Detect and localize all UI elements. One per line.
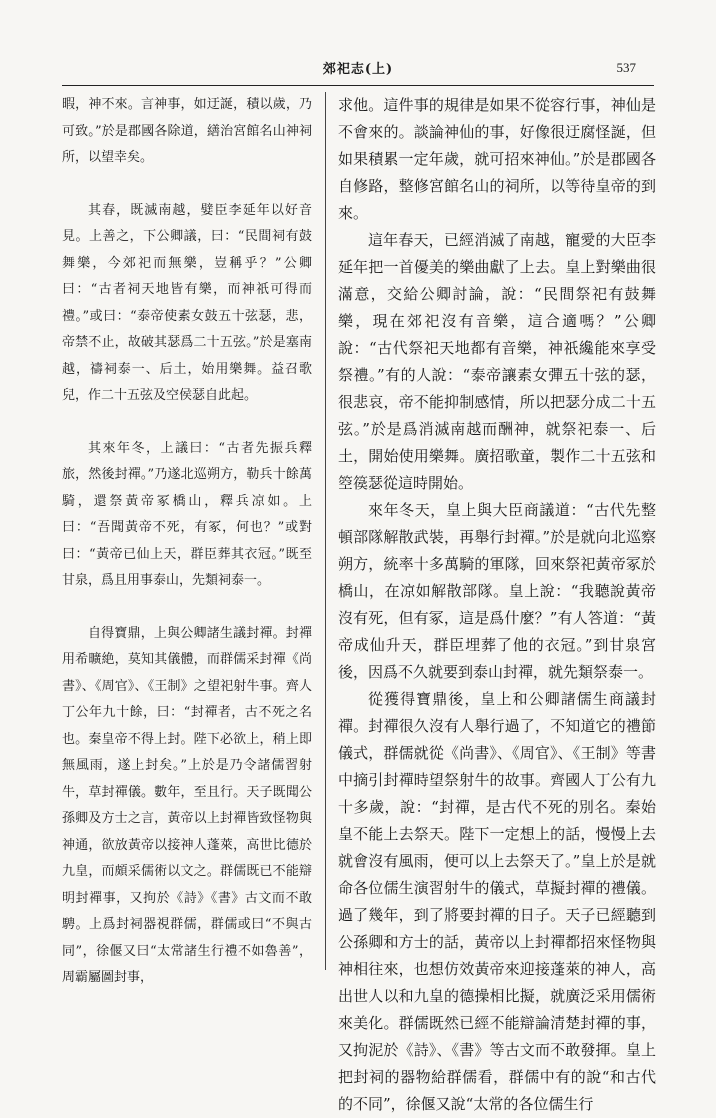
column-divider — [325, 92, 326, 970]
running-title: 郊祀志(上) — [322, 62, 394, 77]
paragraph: 自得寶鼎，上與公卿諸生議封禪。封禪用希曠絶，莫知其儀體，而群儒采封禪《尚書》、《周官》、《王制》之望祀射牛事。齊人丁公年九十餘，曰：“封禪者，古不死之名也。秦皇帝不得上封。陛下必欲上，稍上即無風雨，遂上封矣。”上於是乃令諸儒習射牛，草封禪儀。數年，至且行。天子既聞公孫卿及方士之言，黃帝以上封禪皆致怪物與神通，欲放黃帝以接神人蓬萊，高世比德於九皇，而頗采儒術以文之。群儒既已不能辯明封禪事，又拘於《詩》《書》古文而不敢騁。上爲封祠器視群儒，群儒或曰“不與古同”，徐偃又曰“太常諸生行禮不如魯善”，周霸屬圖封事， — [62, 625, 312, 985]
paragraph: 來年冬天，皇上與大臣商議道：“古代先整頓部隊解散武裝，再舉行封禪。”於是就向北巡察朔方，統率十多萬騎的軍隊，回來祭祀黃帝冢於橋山，在凉如解散部隊。皇上說：“我聽說黃帝沒有死，但有冢，這是爲什麼？”有人答道：“黃帝成仙升天，群臣埋葬了他的衣冠。”到甘泉宮後，因爲不久就要到泰山封禪，就先類祭泰一。 — [338, 501, 656, 681]
header-rule — [62, 85, 654, 86]
paragraph: 求他。這件事的規律是如果不從容行事，神仙是不會來的。談論神仙的事，好像很迂腐怪誕，但如果積累一定年歲，就可招來神仙。”於是郡國各自修路，整修宮館名山的祠所，以等待皇帝的到來。 — [338, 96, 656, 222]
translation-column — [338, 92, 656, 1113]
page-number: 537 — [616, 60, 636, 75]
paragraph: 暇，神不來。言神事，如迂誕，積以歲，乃可致。”於是郡國各除道，繕治宮館名山神祠所，以望幸矣。 — [62, 97, 312, 165]
paragraph: 其來年冬，上議曰：“古者先振兵釋旅，然後封禪。”乃遂北巡朔方，勒兵十餘萬騎，還祭黃帝冢橋山，釋兵凉如。上曰：“吾聞黃帝不死，有冢，何也？”或對曰：“黃帝已仙上天，群臣葬其衣冠。”既至甘泉，爲且用事泰山，先類祠泰一。 — [62, 440, 312, 588]
paragraph: 其春，既滅南越，嬖臣李延年以好音見。上善之，下公卿議，曰：“民間祠有鼓舞樂，今郊祀而無樂，豈稱乎？”公卿曰：“古者祠天地皆有樂，而神祇可得而禮。”或曰：“泰帝使素女鼓五十弦瑟，悲，帝禁不止，故破其瑟爲二十五弦。”於是塞南越，禱祠泰一、后土，始用樂舞。益召歌兒，作二十五弦及空侯瑟自此起。 — [62, 202, 312, 403]
classical-text-column — [62, 92, 312, 990]
paragraph: 這年春天，已經消滅了南越，寵愛的大臣李延年把一首優美的樂曲獻了上去。皇上對樂曲很滿意，交給公卿討論，說：“民間祭祀有鼓舞樂，現在郊祀沒有音樂，這合適嗎？”公卿說：“古代祭祀天地都有音樂，神祇纔能來享受祭禮。”有的人說：“泰帝讓素女彈五十弦的瑟，很悲哀，帝不能抑制感情，所以把瑟分成二十五弦。”於是爲消滅南越而酬神，就祭祀泰一、后土，開始使用樂舞。廣招歌童，製作二十五弦和箜篌瑟從這時開始。 — [338, 231, 656, 492]
paragraph: 從獲得寶鼎後，皇上和公卿諸儒生商議封禪。封禪很久沒有人舉行過了，不知道它的禮節儀式，群儒就從《尚書》、《周官》、《王制》等書中摘引封禪時望祭射牛的故事。齊國人丁公有九十多歲，說：“封禪，是古代不死的別名。秦始皇不能上去祭天。陛下一定想上的話，慢慢上去就會沒有風雨，便可以上去祭天了。”皇上於是就命各位儒生演習射牛的儀式，草擬封禪的禮儀。過了幾年，到了將要封禪的日子。天子已經聽到公孫卿和方士的話，黃帝以上封禪都招來怪物與神相往來，也想仿效黃帝來迎接蓬萊的神人，高出世人以和九皇的德操相比擬，就廣泛采用儒術來美化。群儒既然已經不能辯論清楚封禪的事，又拘泥於《詩》、《書》等古文而不敢發揮。皇上把封祠的器物給群儒看，群儒中有的說“和古代的不同”，徐偃又說“太常的各位儒生行 — [338, 690, 656, 1113]
